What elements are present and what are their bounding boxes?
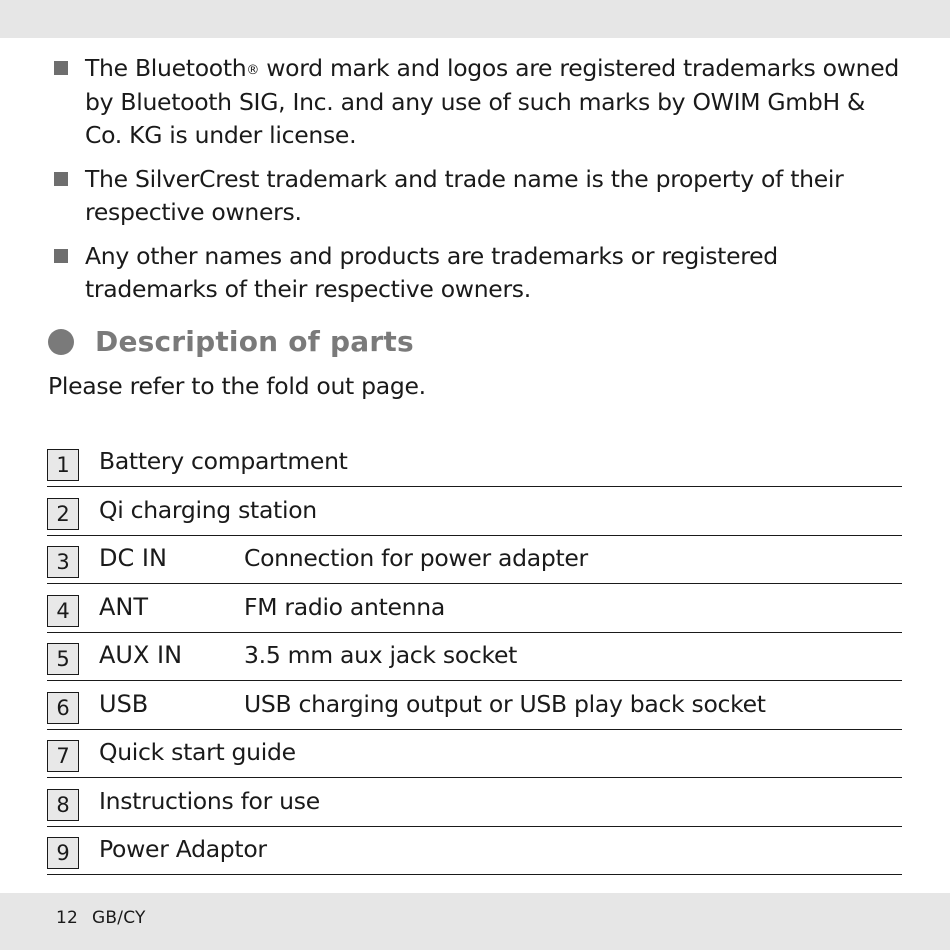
section-heading (48, 325, 414, 358)
part-row (47, 440, 902, 487)
bullet-item (48, 52, 908, 153)
page-footer (56, 908, 146, 928)
part-label: Instructions for use (99, 786, 320, 815)
bullet-text: Any other names and products are trademarks or registered trademarks of their respective owners. (85, 241, 778, 303)
bullet-text: The SilverCrest trademark and trade name is the property of their respective owners. (85, 164, 844, 226)
part-code: USB (99, 689, 149, 718)
bullet-text-end: word mark and logos are registered trademarks owned by Bluetooth SIG, Inc. and any use of such marks by OWIM GmbH & Co. KG is under license. (85, 54, 900, 149)
part-description: Connection for power adapter (244, 544, 588, 572)
header-band (0, 0, 950, 38)
part-code: AUX IN (99, 641, 183, 669)
circle-bullet-icon (48, 329, 74, 355)
bullet-text (85, 52, 908, 153)
part-code: ANT (99, 592, 149, 621)
part-row (47, 683, 902, 730)
part-number: 7 (47, 740, 79, 772)
part-number: 3 (47, 546, 79, 578)
part-row (47, 537, 902, 584)
parts-list (47, 440, 902, 877)
square-bullet-icon (54, 249, 68, 263)
part-number: 6 (47, 692, 79, 724)
region-code: GB/CY (92, 908, 146, 928)
registered-mark: ® (246, 63, 260, 78)
part-row (47, 780, 902, 827)
bullet-item (48, 240, 908, 307)
section-intro: Please refer to the fold out page. (48, 372, 426, 400)
part-label: Qi charging station (99, 495, 317, 524)
square-bullet-icon (54, 172, 68, 186)
part-number: 5 (47, 643, 79, 675)
part-code: DC IN (99, 544, 167, 572)
part-row (47, 586, 902, 633)
part-label: Power Adaptor (99, 835, 267, 863)
square-bullet-icon (54, 61, 68, 75)
part-row (47, 828, 902, 875)
part-label: Battery compartment (99, 447, 348, 475)
part-description: FM radio antenna (244, 592, 445, 621)
part-row (47, 634, 902, 681)
part-number: 1 (47, 449, 79, 481)
bullet-text-start: The Bluetooth (85, 54, 247, 82)
part-number: 9 (47, 837, 79, 869)
part-description: 3.5 mm aux jack socket (244, 641, 518, 669)
bullet-item (48, 163, 908, 230)
part-description: USB charging output or USB play back socket (244, 689, 766, 718)
trademark-notes (48, 52, 908, 317)
part-row (47, 489, 902, 536)
part-label: Quick start guide (99, 738, 296, 766)
part-number: 2 (47, 498, 79, 530)
part-number: 8 (47, 789, 79, 821)
part-row (47, 731, 902, 778)
page-number: 12 (56, 908, 79, 928)
part-number: 4 (47, 595, 79, 627)
section-title: Description of parts (95, 325, 414, 358)
